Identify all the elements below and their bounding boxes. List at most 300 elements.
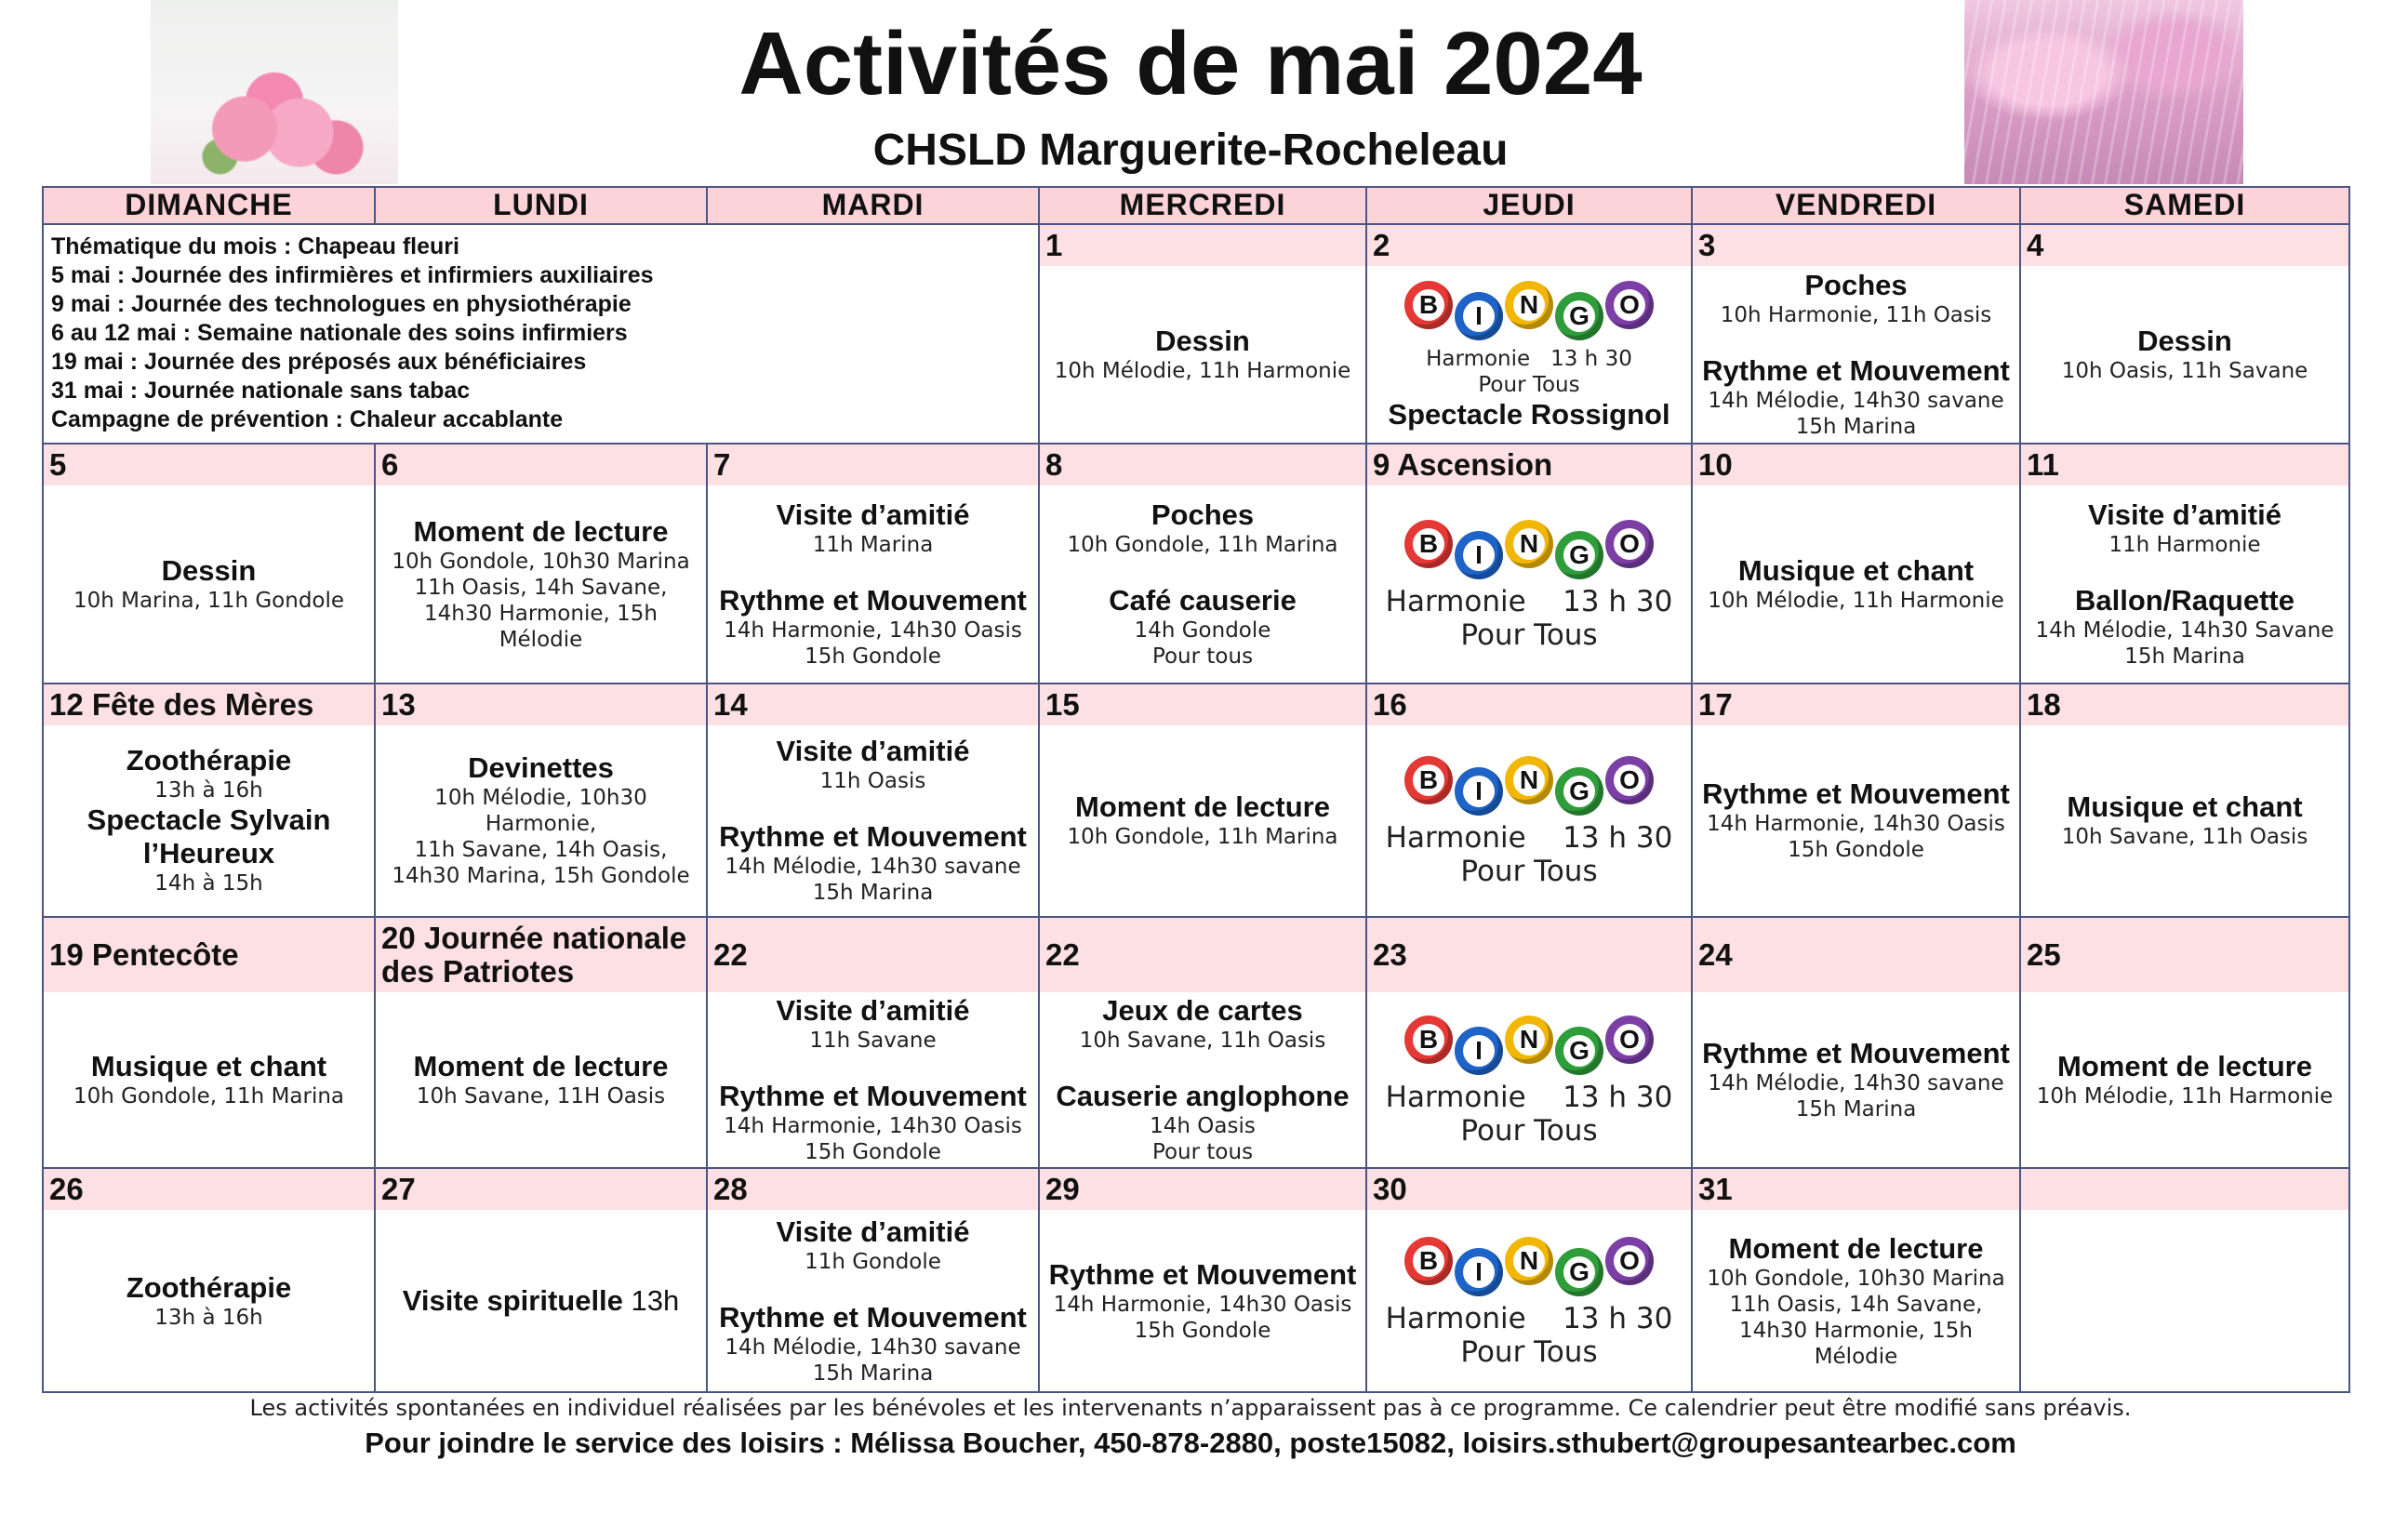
day-activities xyxy=(1040,992,1365,1168)
activity-title: Zoothérapie xyxy=(126,744,292,777)
activity-detail: 10h Gondole, 10h30 Marina xyxy=(1707,1266,2005,1291)
day-number: 13 xyxy=(376,684,706,725)
day-cell xyxy=(2020,444,2349,684)
day-activities xyxy=(44,485,374,684)
bingo-ball-icon xyxy=(1555,1248,1603,1296)
day-cell xyxy=(43,684,375,917)
bingo-logo xyxy=(1404,1237,1654,1296)
activity-detail: 10h Gondole, 10h30 Marina xyxy=(392,549,690,574)
day-number: 26 xyxy=(44,1169,374,1210)
bingo-ball-icon xyxy=(1404,1016,1453,1064)
activity-title: Rythme et Mouvement xyxy=(719,820,1027,854)
day-cell-content xyxy=(708,684,1038,916)
bingo-letter: O xyxy=(1614,1245,1645,1277)
day-cell xyxy=(707,444,1039,684)
day-number: 1 xyxy=(1040,225,1365,266)
bingo-letter: N xyxy=(1513,1245,1545,1277)
footer-contact: Pour joindre le service des loisirs : Mélissa Boucher, 450-878-2880, poste15082, loisirs.sthubert@groupesantearbec.com xyxy=(365,1427,2016,1459)
activity-title: Rythme et Mouvement xyxy=(1702,1037,2010,1070)
day-cell xyxy=(1366,1168,1692,1392)
activity-detail: 14h30 Harmonie, 15h Mélodie xyxy=(1739,1318,1973,1369)
day-cell xyxy=(1039,684,1366,917)
day-cell-content xyxy=(1040,445,1365,684)
day-activities xyxy=(708,992,1038,1168)
day-cell xyxy=(2020,917,2349,1169)
bingo-ball-icon xyxy=(1505,756,1553,804)
bingo-letter: O xyxy=(1614,764,1645,796)
day-cell xyxy=(43,444,375,684)
day-activities xyxy=(1693,725,2019,916)
bingo-letter: G xyxy=(1563,776,1595,807)
bingo-letter: I xyxy=(1463,1256,1495,1288)
info-line: 9 mai : Journée des technologues en physiothérapie xyxy=(51,291,632,317)
activity-title: Visite d’amitié xyxy=(776,994,970,1028)
day-cell-content xyxy=(1040,684,1365,916)
activity-detail: 14h Harmonie, 14h30 Oasis xyxy=(724,1114,1022,1139)
day-activities xyxy=(1040,725,1365,916)
bingo-letter: B xyxy=(1413,764,1444,796)
activity-detail: 10h Savane, 11H Oasis xyxy=(416,1084,666,1109)
day-cell xyxy=(43,1168,375,1392)
day-activities xyxy=(1367,266,1691,443)
activity-title: Musique et chant xyxy=(1737,553,1975,587)
bingo-ball-icon xyxy=(1555,292,1603,340)
activity-detail: 10h Oasis, 11h Savane xyxy=(2061,358,2308,383)
activity-detail: 11h Marina xyxy=(812,532,934,557)
day-number: 29 xyxy=(1040,1169,1365,1210)
activity-title: Moment de lecture xyxy=(1728,1231,1984,1265)
day-cell-content xyxy=(44,445,374,684)
activity-detail: 10h Harmonie, 11h Oasis xyxy=(1720,302,1992,327)
day-cell xyxy=(1039,224,1366,444)
bingo-ball-icon xyxy=(1505,520,1553,568)
activity-detail: 11h Gondole xyxy=(805,1249,941,1274)
day-activities xyxy=(2021,266,2348,443)
bingo-logo xyxy=(1404,520,1654,579)
day-cell-content xyxy=(708,445,1038,684)
activity-detail: 10h Gondole, 11h Marina xyxy=(1067,532,1338,557)
bingo-letter: I xyxy=(1463,776,1495,807)
day-cell xyxy=(1692,684,2020,917)
activity-title: Ballon/Raquette xyxy=(2075,583,2295,617)
weekday-header: VENDREDI xyxy=(1692,187,2020,224)
day-cell xyxy=(375,444,707,684)
info-line: 5 mai : Journée des infirmières et infirmiers auxiliaires xyxy=(51,262,654,288)
bingo-letter: G xyxy=(1563,300,1595,332)
day-cell-content xyxy=(1040,918,1365,1168)
bingo-letter: G xyxy=(1563,539,1595,571)
day-number: 28 xyxy=(708,1169,1038,1210)
day-cell xyxy=(1692,444,2020,684)
day-cell xyxy=(1366,917,1692,1169)
day-cell-content xyxy=(1367,918,1691,1168)
calendar-week-row xyxy=(43,1168,2349,1392)
footer-note: Les activités spontanées en individuel réalisées par les bénévoles et les intervenants n’apparaissent pas à ce programme. Ce calendrier peut être modifié sans préavis. xyxy=(249,1395,2132,1421)
bingo-letter: O xyxy=(1614,528,1645,560)
activity-title: Dessin xyxy=(2137,324,2232,357)
activity-detail: 15h Marina xyxy=(812,1361,934,1386)
activity-title: Dessin xyxy=(1155,324,1250,357)
activity-title: Poches xyxy=(1151,498,1255,531)
day-cell-content xyxy=(2021,684,2348,916)
activity-title: Visite d’amitié xyxy=(776,735,970,768)
bingo-letter: N xyxy=(1513,528,1545,560)
bingo-letter: B xyxy=(1413,1024,1444,1055)
day-number: 4 xyxy=(2021,225,2348,266)
bingo-ball-icon xyxy=(1605,1016,1654,1064)
activity-title: Musique et chant xyxy=(90,1050,327,1083)
activity-detail: 14h30 Marina, 15h Gondole xyxy=(392,864,690,889)
day-cell-content xyxy=(1367,684,1691,916)
day-number: 8 xyxy=(1040,445,1365,485)
info-line: Thématique du mois : Chapeau fleuri xyxy=(51,233,459,259)
info-line: 6 au 12 mai : Semaine nationale des soins infirmiers xyxy=(51,320,628,346)
activity-detail: 10h Marina, 11h Gondole xyxy=(73,588,345,613)
activity-detail: 10h Mélodie, 10h30 Harmonie, xyxy=(434,786,647,837)
bingo-ball-icon xyxy=(1555,1027,1603,1075)
day-number: 27 xyxy=(376,1169,706,1210)
bingo-ball-icon xyxy=(1404,756,1453,804)
activity-title: Moment de lecture xyxy=(2057,1050,2312,1083)
day-cell xyxy=(1692,224,2020,444)
day-cell xyxy=(707,1168,1039,1392)
day-number: 18 xyxy=(2021,684,2348,725)
activity-detail: 14h Mélodie, 14h30 savane xyxy=(1708,388,2004,413)
day-cell-content xyxy=(1693,684,2019,916)
bingo-ball-icon xyxy=(1505,1237,1553,1285)
day-activities xyxy=(1693,1210,2019,1391)
day-number: 20 Journée nationale des Patriotes xyxy=(376,918,706,992)
day-number: 6 xyxy=(376,445,706,485)
day-cell xyxy=(1039,444,1366,684)
day-number: 17 xyxy=(1693,684,2019,725)
bingo-ball-icon xyxy=(1605,1237,1654,1285)
day-cell xyxy=(2020,684,2349,917)
activity-detail: 15h Marina xyxy=(812,881,934,906)
bingo-letter: G xyxy=(1563,1256,1595,1288)
bingo-letter: B xyxy=(1413,1245,1444,1277)
activity-title: Rythme et Mouvement xyxy=(719,1300,1027,1334)
activity-title: Spectacle Rossignol xyxy=(1388,397,1670,431)
bingo-ball-icon xyxy=(1605,756,1654,804)
activity-detail: Pour tous xyxy=(1151,1140,1254,1165)
day-activities xyxy=(2021,992,2348,1168)
bingo-detail: Harmonie 13 h 30 xyxy=(1385,584,1673,618)
activity-title: Dessin xyxy=(161,553,257,587)
calendar-week-row xyxy=(43,224,2349,444)
bingo-ball-icon xyxy=(1605,281,1654,329)
bingo-detail: Pour Tous xyxy=(1460,617,1598,652)
activity-title: Visite spirituelle xyxy=(402,1283,623,1317)
day-cell-content xyxy=(44,1169,374,1391)
day-cell xyxy=(375,917,707,1169)
calendar-week-row xyxy=(43,917,2349,1169)
activity-detail: 14h Harmonie, 14h30 Oasis xyxy=(1053,1292,1352,1317)
day-number: 11 xyxy=(2021,445,2348,485)
activity-detail: 10h Gondole, 11h Marina xyxy=(1067,825,1338,850)
day-cell xyxy=(375,1168,707,1392)
weekday-header: MARDI xyxy=(707,187,1039,224)
day-number: 10 xyxy=(1693,445,2019,485)
day-activities xyxy=(1040,485,1365,684)
activity-detail: 14h Mélodie, 14h30 savane xyxy=(725,855,1021,880)
bingo-ball-icon xyxy=(1455,767,1503,816)
day-activities xyxy=(1367,485,1691,684)
activity-title: Rythme et Mouvement xyxy=(1702,353,2010,387)
day-number: 23 xyxy=(1367,918,1691,992)
day-cell-content xyxy=(44,684,374,916)
day-activities xyxy=(2021,725,2348,916)
bingo-ball-icon xyxy=(1555,531,1603,579)
bingo-ball-icon xyxy=(1404,1237,1453,1285)
day-number: 22 xyxy=(708,918,1038,992)
bingo-letter: N xyxy=(1513,289,1545,321)
day-activities xyxy=(44,1210,374,1391)
activity-title: Zoothérapie xyxy=(126,1270,292,1304)
activity-title: Musique et chant xyxy=(2067,790,2303,824)
day-activities xyxy=(376,485,706,684)
activity-detail: 10h Savane, 11h Oasis xyxy=(2061,825,2308,850)
day-number: 2 xyxy=(1367,225,1691,266)
activity-title: Devinettes xyxy=(468,751,614,785)
bingo-detail: Harmonie 13 h 30 xyxy=(1385,1081,1673,1115)
activity-title: Moment de lecture xyxy=(413,514,669,548)
day-cell xyxy=(2020,224,2349,444)
day-activities xyxy=(1367,1210,1691,1391)
day-number: 30 xyxy=(1367,1169,1691,1210)
day-activities xyxy=(1367,725,1691,916)
activity-title: Café causerie xyxy=(1109,583,1297,617)
bingo-letter: B xyxy=(1413,528,1444,560)
day-cell-content xyxy=(1693,445,2019,684)
activity-title: Poches xyxy=(1804,268,1908,301)
activity-detail: 11h Harmonie xyxy=(2108,532,2261,557)
activity-title: Jeux de cartes xyxy=(1102,994,1303,1028)
info-line: Campagne de prévention : Chaleur accablante xyxy=(51,406,564,432)
day-number xyxy=(2021,1169,2348,1210)
day-cell-content xyxy=(44,918,374,1168)
day-number: 3 xyxy=(1693,225,2019,266)
activity-title: Visite d’amitié xyxy=(776,1215,970,1248)
activity-detail: Pour tous xyxy=(1151,644,1254,669)
activity-title: Spectacle Sylvain l’Heureux xyxy=(86,803,331,870)
activity-title: Visite d’amitié xyxy=(2088,498,2281,531)
weekday-header: LUNDI xyxy=(375,187,707,224)
activity-detail: 15h Marina xyxy=(2124,644,2245,669)
bingo-detail: Pour Tous xyxy=(1460,1334,1598,1369)
day-cell xyxy=(1366,444,1692,684)
calendar-week-row xyxy=(43,684,2349,917)
calendar-week-row xyxy=(43,444,2349,684)
activity-detail: 14h Oasis xyxy=(1150,1114,1256,1139)
day-cell xyxy=(1039,917,1366,1169)
bingo-ball-icon xyxy=(1505,281,1553,329)
activity-detail: 11h Savane, 14h Oasis, xyxy=(414,838,668,863)
weekday-header-row xyxy=(43,187,2349,224)
day-cell-content xyxy=(2021,225,2348,443)
bingo-letter: I xyxy=(1463,539,1495,571)
day-activities xyxy=(376,725,706,916)
activity-detail: 10h Mélodie, 11h Harmonie xyxy=(1054,358,1351,383)
page-title: Activités de mai 2024 xyxy=(738,14,1643,113)
day-cell xyxy=(1692,917,2020,1169)
bingo-ball-icon xyxy=(1455,531,1503,579)
calendar xyxy=(42,186,2348,1393)
bingo-ball-icon xyxy=(1455,292,1503,340)
day-number: 15 xyxy=(1040,684,1365,725)
bingo-detail: Pour Tous xyxy=(1460,1114,1598,1148)
day-number: 12 Fête des Mères xyxy=(44,684,374,725)
bingo-ball-icon xyxy=(1505,1016,1553,1064)
activity-detail: 14h à 15h xyxy=(154,871,263,896)
activity-detail: 14h Harmonie, 14h30 Oasis xyxy=(724,617,1022,643)
day-number: 25 xyxy=(2021,918,2348,992)
day-activities xyxy=(1040,266,1365,443)
bingo-ball-icon xyxy=(1555,767,1603,816)
day-number: 7 xyxy=(708,445,1038,485)
activity-title: Causerie anglophone xyxy=(1056,1080,1350,1113)
day-cell xyxy=(1366,684,1692,917)
day-activities xyxy=(708,485,1038,684)
day-cell xyxy=(707,917,1039,1169)
activity-detail: 15h Gondole xyxy=(1134,1318,1271,1343)
activity-title: Moment de lecture xyxy=(1075,790,1330,824)
day-number: 9 Ascension xyxy=(1367,445,1691,485)
day-cell-content xyxy=(1693,1169,2019,1391)
bingo-letter: O xyxy=(1614,1024,1645,1055)
day-activities xyxy=(376,992,706,1168)
bingo-ball-icon xyxy=(1455,1027,1503,1075)
day-activities xyxy=(2021,1210,2348,1391)
bingo-letter: B xyxy=(1413,289,1444,321)
day-activities xyxy=(708,725,1038,916)
day-cell-content xyxy=(2021,918,2348,1168)
day-cell-content xyxy=(1367,225,1691,443)
page-subtitle: CHSLD Marguerite-Rocheleau xyxy=(872,126,1509,175)
monthly-info xyxy=(44,225,1038,442)
activity-title: Rythme et Mouvement xyxy=(1048,1257,1357,1291)
day-cell-content xyxy=(1040,225,1365,443)
activity-detail: 15h Marina xyxy=(1795,414,1917,439)
activity-detail: 15h Gondole xyxy=(805,1140,941,1165)
bingo-letter: O xyxy=(1614,289,1645,321)
activity-title: Rythme et Mouvement xyxy=(719,583,1027,617)
day-cell-content xyxy=(708,918,1038,1168)
day-cell xyxy=(1692,1168,2020,1392)
weekday-header: MERCREDI xyxy=(1039,187,1366,224)
day-cell xyxy=(2020,1168,2349,1392)
day-number: 22 xyxy=(1040,918,1365,992)
bingo-detail: Harmonie 13 h 30 xyxy=(1385,1301,1673,1335)
day-cell-content xyxy=(376,445,706,684)
activity-title: Visite d’amitié xyxy=(776,498,970,531)
day-number: 31 xyxy=(1693,1169,2019,1210)
activity-title: Moment de lecture xyxy=(413,1050,669,1083)
bingo-ball-icon xyxy=(1404,281,1453,329)
day-activities xyxy=(1693,485,2019,684)
bingo-letter: N xyxy=(1513,1024,1545,1055)
day-activities xyxy=(1693,992,2019,1168)
day-cell-content xyxy=(1367,445,1691,684)
bingo-logo xyxy=(1404,1016,1654,1075)
activity-detail: 14h Mélodie, 14h30 savane xyxy=(725,1334,1021,1360)
day-activities xyxy=(376,1210,706,1391)
activity-detail: 14h Mélodie, 14h30 Savane xyxy=(2035,617,2334,643)
activity-detail: 15h Gondole xyxy=(805,644,941,669)
bingo-ball-icon xyxy=(1605,520,1654,568)
activity-detail: 11h Oasis, 14h Savane, xyxy=(1729,1292,1983,1317)
day-activities xyxy=(1040,1210,1365,1391)
day-activities xyxy=(44,725,374,916)
day-cell-content xyxy=(376,918,706,1168)
activity-detail: 13h à 16h xyxy=(154,1305,263,1330)
activity-detail: 11h Oasis xyxy=(819,769,926,794)
day-cell-content xyxy=(1040,1169,1365,1391)
activity-detail: 15h Marina xyxy=(1795,1097,1917,1122)
day-number: 5 xyxy=(44,445,374,485)
day-number: 19 Pentecôte xyxy=(44,918,374,992)
activity-title: Rythme et Mouvement xyxy=(1702,777,2010,811)
activity-detail: 14h Gondole xyxy=(1134,617,1271,643)
day-cell-content xyxy=(708,1169,1038,1391)
activity-detail: 14h Mélodie, 14h30 savane xyxy=(1708,1071,2004,1096)
bingo-ball-icon xyxy=(1404,520,1453,568)
spiritual-visit xyxy=(403,1284,680,1318)
bingo-letter: N xyxy=(1513,764,1545,796)
day-activities xyxy=(44,992,374,1168)
bingo-detail: Harmonie 13 h 30 xyxy=(1385,821,1673,856)
activity-detail: 10h Mélodie, 11h Harmonie xyxy=(1708,588,2004,613)
bingo-logo xyxy=(1404,756,1654,816)
monthly-info-cell xyxy=(43,224,1039,444)
day-activities xyxy=(708,1210,1038,1391)
day-cell xyxy=(1366,224,1692,444)
activity-detail: 14h30 Harmonie, 15h Mélodie xyxy=(424,601,658,652)
bingo-letter: I xyxy=(1463,1035,1495,1067)
day-cell-content xyxy=(1693,225,2019,443)
activity-detail: 10h Gondole, 11h Marina xyxy=(73,1084,345,1109)
bingo-detail: Pour Tous xyxy=(1460,855,1598,889)
weekday-header: DIMANCHE xyxy=(43,187,375,224)
day-activities xyxy=(1693,266,2019,443)
activity-detail: 14h Harmonie, 14h30 Oasis xyxy=(1707,812,2005,837)
day-cell-content xyxy=(1693,918,2019,1168)
bingo-detail: Harmonie 13 h 30 xyxy=(1426,346,1632,371)
day-activities xyxy=(2021,485,2348,684)
activity-detail: 10h Mélodie, 11h Harmonie xyxy=(2036,1084,2334,1109)
activity-title: Rythme et Mouvement xyxy=(719,1080,1027,1113)
day-cell xyxy=(707,684,1039,917)
bingo-detail: Pour Tous xyxy=(1478,372,1580,397)
activity-time: 13h xyxy=(631,1283,680,1317)
activity-detail: 10h Savane, 11h Oasis xyxy=(1079,1029,1326,1054)
day-activities xyxy=(1367,992,1691,1168)
day-number: 16 xyxy=(1367,684,1691,725)
day-number: 14 xyxy=(708,684,1038,725)
bingo-letter: G xyxy=(1563,1035,1595,1067)
info-line: 19 mai : Journée des préposés aux bénéficiaires xyxy=(51,349,587,375)
bingo-letter: I xyxy=(1463,300,1495,332)
day-cell xyxy=(375,684,707,917)
day-cell-content xyxy=(376,1169,706,1391)
day-cell-content xyxy=(1367,1169,1691,1391)
activity-detail: 11h Oasis, 14h Savane, xyxy=(414,575,668,600)
day-cell xyxy=(43,917,375,1169)
bingo-ball-icon xyxy=(1455,1248,1503,1296)
activity-detail: 15h Gondole xyxy=(1788,838,1924,863)
day-number: 24 xyxy=(1693,918,2019,992)
info-line: 31 mai : Journée nationale sans tabac xyxy=(51,378,471,404)
